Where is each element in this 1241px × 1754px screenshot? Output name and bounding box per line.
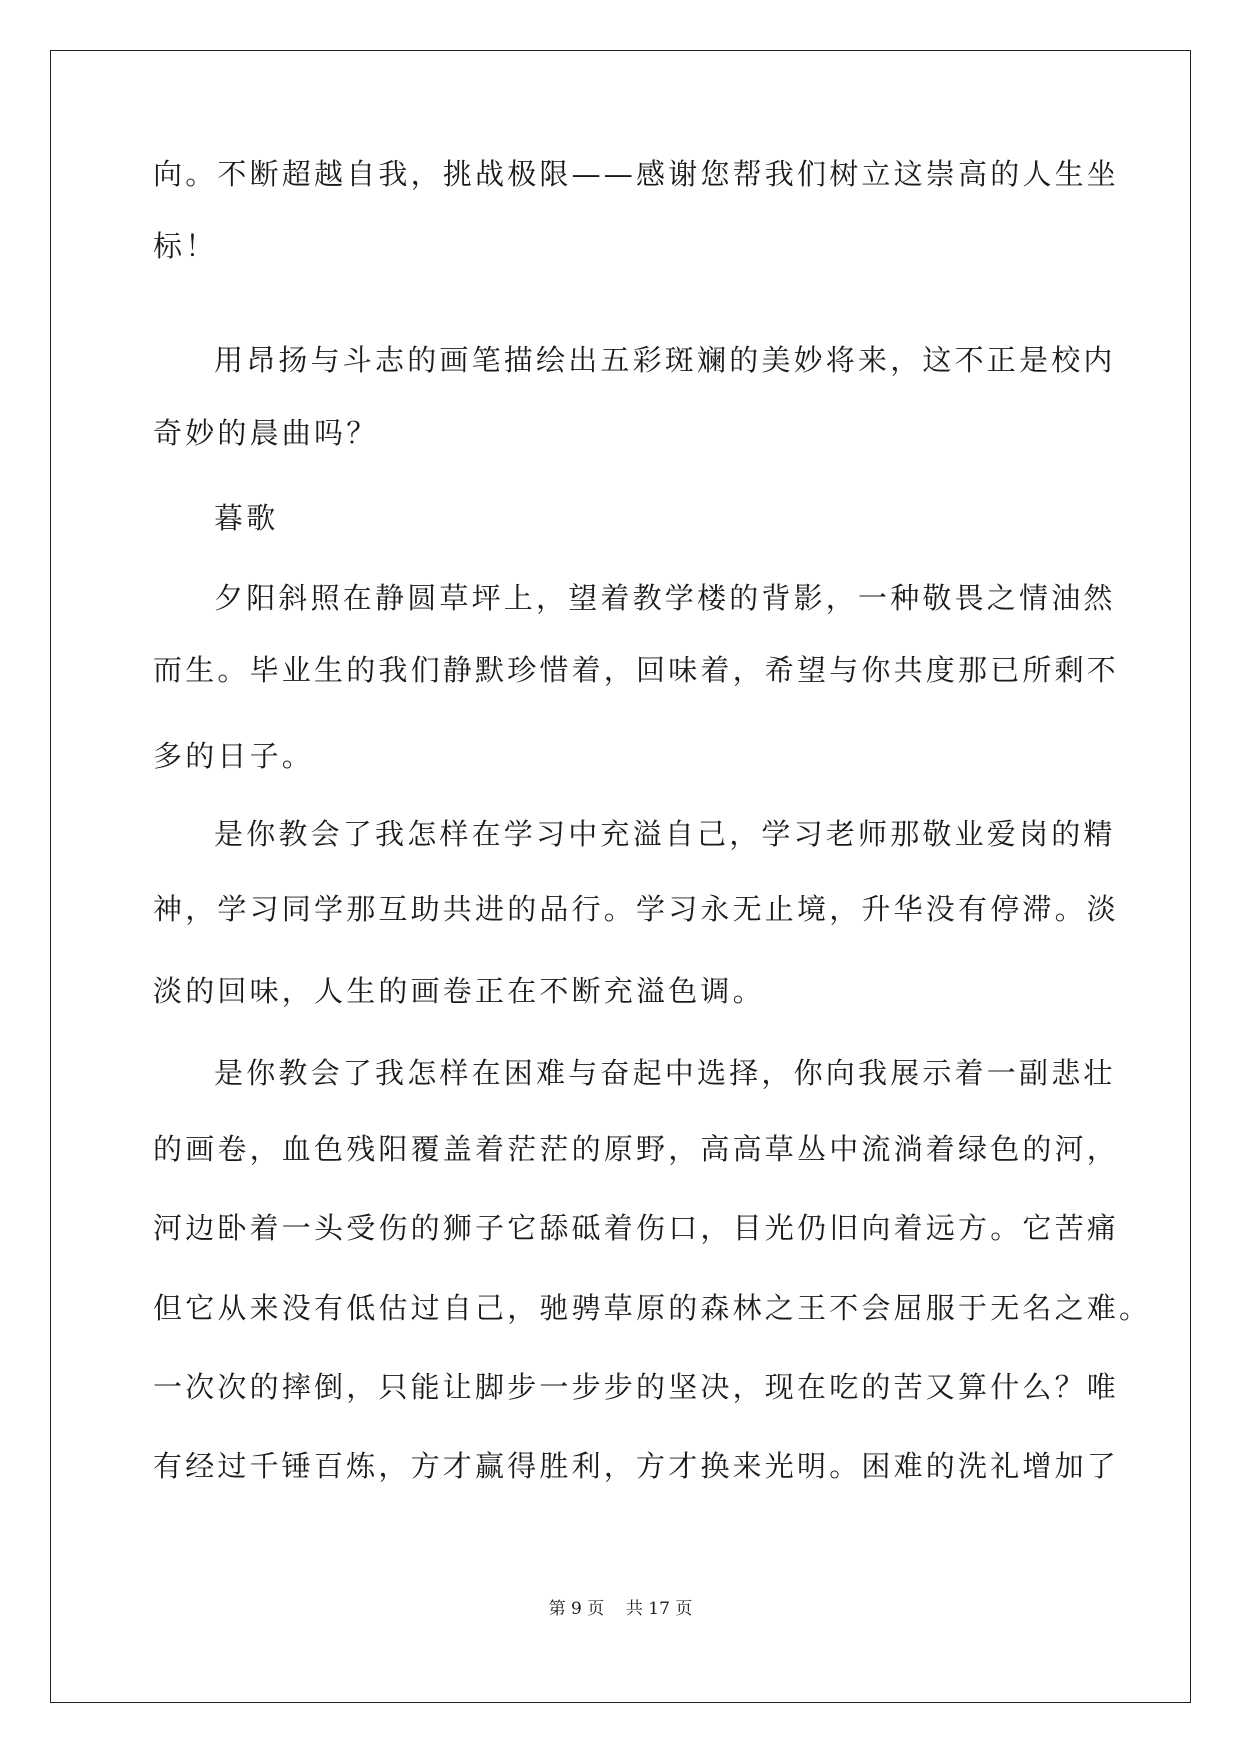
text-line: 一次次的摔倒，只能让脚步一步步的坚决，现在吃的苦又算什么？唯: [153, 1370, 1120, 1404]
text-line: 淡的回味，人生的画卷正在不断充溢色调。: [153, 974, 765, 1008]
paragraph-start-line: 是你教会了我怎样在学习中充溢自己，学习老师那敬业爱岗的精: [214, 817, 1116, 851]
paragraph-start-line: 夕阳斜照在静圆草坪上，望着教学楼的背影，一种敬畏之情油然: [214, 581, 1116, 615]
text-line: 神，学习同学那互助共进的品行。学习永无止境，升华没有停滞。淡: [153, 892, 1120, 926]
text-line: 而生。毕业生的我们静默珍惜着，回味着，希望与你共度那已所剩不: [153, 653, 1120, 687]
section-heading: 暮歌: [214, 501, 279, 535]
text-line: 的画卷，血色残阳覆盖着茫茫的原野，高高草丛中流淌着绿色的河，: [153, 1132, 1120, 1166]
text-line: 奇妙的晨曲吗？: [153, 416, 379, 450]
text-line: 标！: [153, 229, 218, 263]
text-line: 向。不断超越自我，挑战极限——感谢您帮我们树立这崇高的人生坐: [153, 157, 1120, 191]
text-line: 河边卧着一头受伤的狮子它舔砥着伤口，目光仍旧向着远方。它苦痛: [153, 1211, 1120, 1245]
paragraph-start-line: 用昂扬与斗志的画笔描绘出五彩斑斓的美妙将来，这不正是校内: [214, 343, 1116, 377]
paragraph-start-line: 是你教会了我怎样在困难与奋起中选择，你向我展示着一副悲壮: [214, 1056, 1116, 1090]
text-line: 有经过千锤百炼，方才赢得胜利，方才换来光明。困难的洗礼增加了: [153, 1449, 1120, 1483]
text-line: 但它从来没有低估过自己，驰骋草原的森林之王不会屈服于无名之难。: [153, 1291, 1152, 1325]
page-number-footer: 第 9 页 共 17 页: [548, 1599, 693, 1619]
text-line: 多的日子。: [153, 739, 315, 773]
